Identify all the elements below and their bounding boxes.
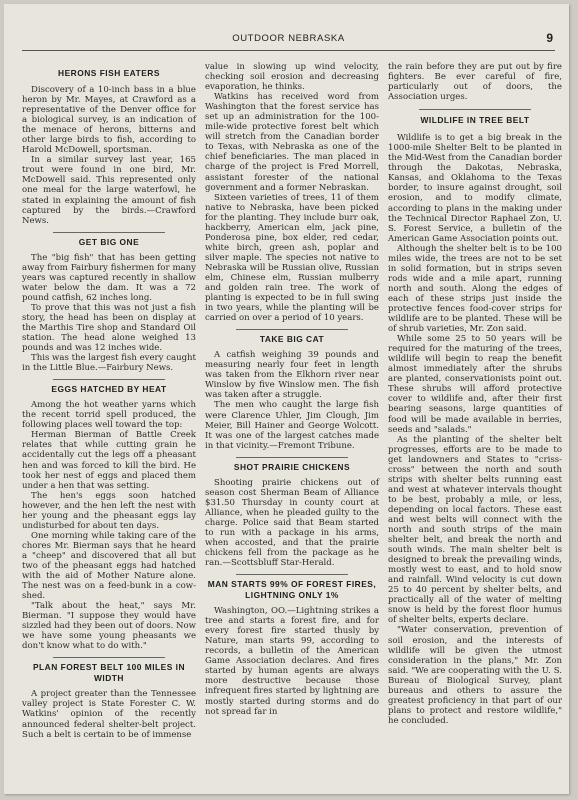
headline-herons-fish-eaters: HERONS FISH EATERS xyxy=(58,68,160,78)
section-divider xyxy=(236,574,347,575)
headline-man-starts-forest-fires: MAN STARTS 99% OF FOREST FIRES, LIGHTNING ONLY 1% xyxy=(207,579,377,601)
article-paragraph: A project greater than the Tennessee valley project is State Forester C. W. Watkins' opinion of the recently announced federal shelter-belt project. Such a belt is certain to be of immense xyxy=(22,689,196,740)
section-divider xyxy=(419,109,530,110)
article-paragraph: To prove that this was not just a fish story, the head has been on display at the Marthis Tire shop and Standard Oil station. The head alone weighed 13 pounds and was 12 inches wide. xyxy=(22,302,196,354)
section-divider xyxy=(236,457,347,458)
section-divider xyxy=(236,329,347,330)
column-3 xyxy=(388,62,562,726)
article-paragraph: The men who caught the large fish were Clarence Uhler, Jim Clough, Jim Meier, Bill Hainer and George Wolcott. It was one of the largest catches made in that vicinity.—Fremont Tribune. xyxy=(205,400,379,451)
article-paragraph: "Talk about the heat," says Mr. Bierman. "I suppose they would have sizzled had they been out of doors. Now we have some young pheasants we don't know what to do with." xyxy=(22,601,196,652)
article-paragraph: Although the shelter belt is to be 100 miles wide, the trees are not to be set in solid formation, but in strips seven rods wide and a mile apart, running north and south. Along the edges of each of these strips just inside the protective fences food-cover strips for wildlife are to be planted. These will be of shrub varieties, Mr. Zon said. xyxy=(388,243,562,335)
column-2 xyxy=(205,62,379,717)
article-paragraph: Wildlife is to get a big break in the 1000-mile Shelter Belt to be planted in the Mid-West from the Canadian border through the Dakotas, Nebraska, Kansas, and Oklahoma to the Texas border, to insure against drought, soil erosion, and to modify climate, according to plans in the making under the Technical Director Raphael Zon, U. S. Forest Service, a bulletin of the American Game Association points out. xyxy=(388,133,562,244)
headline-take-big-cat: TAKE BIG CAT xyxy=(259,334,325,345)
article-paragraph-continued: the rain before they are put out by fire fighters. Be ever careful of fire, particularly out of doors, the Association urges. xyxy=(388,62,562,103)
headline-eggs-hatched-by-heat: EGGS HATCHED BY HEAT xyxy=(51,384,167,395)
magazine-page xyxy=(4,4,569,794)
article-paragraph: A catfish weighing 39 pounds and measuring nearly four feet in length was taken from the Elkhorn river near Winslow by five Winslow men. The fish was taken after a struggle. xyxy=(205,350,379,401)
article-paragraph: Discovery of a 10-inch bass in a blue heron by Mr. Mayes, at Crawford as a representative of the Denver office for a biological survey, is an indication of the menace of herons, bitterns and other large birds to fish, according to Harold McDowell, sportsman. xyxy=(22,85,196,156)
article-paragraph: The "big fish" that has been getting away from Fairbury fishermen for many years was captured recently in shallow water below the dam. It was a 72 pound catfish, 62 inches long. xyxy=(22,252,196,303)
article-paragraph: Watkins has received word from Washington that the forest service has set up an administration for the 100-mile-wide protective forest belt which will stretch from the Canadian border to Texas, with Nebraska as one of the chief beneficiaries. The man placed in charge of the project is Fred Morrell, assistant forester of the national government and a former Nebraskan. xyxy=(205,92,379,193)
article-paragraph: The hen's eggs soon hatched however, and the hen left the nest with her young and the pheasant eggs lay undisturbed for about ten days. xyxy=(22,490,196,531)
article-paragraph: One morning while taking care of the chores Mr. Bierman says that he heard a "cheep" and discovered that all but two of the pheasant eggs had hatched with the aid of Mother Nature alone. The nest was on a feed-bunk in a cow-shed. xyxy=(22,530,196,602)
section-divider xyxy=(53,379,164,380)
article-paragraph: Herman Bierman of Battle Creek relates that while cutting grain he accidentally cut the legs off a pheasant hen and was forced to kill the bird. He took her nest of eggs and placed them under a hen that was setting. xyxy=(22,430,196,491)
article-paragraph: This was the largest fish every caught in the Little Blue.—Fairbury News. xyxy=(22,353,196,374)
running-header xyxy=(22,32,555,51)
article-paragraph: As the planting of the shelter belt progresses, efforts are to be made to get landowners and States to "criss-cross" between the north and south strips with shelter belts running east and west at whatever intervals thought to be best, probably a mile, or less, depending on local factors. These east and west belts will connect with the north and south strips of the main shelter belt, and break the north and south winds. The main shelter belt is designed to break the prevailing winds, mostly west to east, and to hold snow and rainfall. Wind velocity is cut down 25 to 40 percent by shelter belts, and practically all of the water of melting snow is held by the forest floor humus of shelter belts, experts declare. xyxy=(388,434,562,626)
column-1 xyxy=(22,62,196,740)
page-number: 9 xyxy=(546,31,553,45)
article-paragraph: Shooting prairie chickens out of season cost Sherman Beam of Alliance $31.50 Thursday in county court at Alliance, when he pleaded guilty to the charge. Police said that Beam started to run with a package in his arms, when accosted, and that the prairie chickens fell from the package as he ran.—Scottsbluff Star-Herald. xyxy=(205,477,379,569)
article-paragraph-continued: value in slowing up wind velocity, checking soil erosion and decreasing evaporation, he thinks. xyxy=(205,62,379,93)
article-paragraph: Sixteen varieties of trees, 11 of them native to Nebraska, have been picked for the planting. They include burr oak, hackberry, American elm, jack pine, Ponderosa pine, box elder, red cedar, white birch, green ash, poplar and silver maple. The species not native to Nebraska will be Russian olive, Russian elm, Chinese elm, Russian mulberry and golden rain tree. The work of planting is expected to be in full swing in two years, while the planting will be carried on over a period of 10 years. xyxy=(205,192,379,324)
headline-wildlife-in-tree-belt: WILDLIFE IN TREE BELT xyxy=(420,115,530,126)
article-paragraph: In a similar survey last year, 165 trout were found in one bird, Mr. McDowell said. This represented only one meal for the large waterfowl, he stated in explaining the amount of fish captured by the birds.—Crawford News. xyxy=(22,155,196,226)
article-paragraph: Among the hot weather yarns which the recent torrid spell produced, the following places well toward the top: xyxy=(22,400,196,431)
headline-plan-forest-belt: PLAN FOREST BELT 100 MILES IN WIDTH xyxy=(32,662,186,684)
section-divider xyxy=(53,657,164,658)
publication-title: OUTDOOR NEBRASKA xyxy=(232,33,345,44)
headline-shot-prairie-chickens: SHOT PRAIRIE CHICKENS xyxy=(233,461,351,472)
article-paragraph: Washington, OO.—Lightning strikes a tree and starts a forest fire, and for every forest fire started thusly by Nature, man starts 99, according to records, a bulletin of the American Game Association declares. And fires started by human agents are always more destructive because those infrequent fires started by lightning are mostly started during storms and do not spread far in xyxy=(205,606,379,717)
headline-get-big-one: GET BIG ONE xyxy=(78,236,140,247)
article-paragraph: While some 25 to 50 years will be required for the maturing of the trees, wildlife will begin to reap the benefit almost immediately after the shrubs are planted, conservationists point out. These shrubs will afford protective cover to wildlife and, after their first bearing seasons, large quantities of food will be made available in berries, seeds and "salads." xyxy=(388,334,562,435)
section-divider xyxy=(53,232,164,233)
article-paragraph: "Water conservation, prevention of soil erosion, and the interests of wildlife will be given the utmost consideration in the plans," Mr. Zon said. "We are cooperating with the U. S. Bureau of Biological Survey, plant bureaus and others to assure the greatest proficiency in that part of our plans to protect and restore wildlife," he concluded. xyxy=(388,625,562,726)
